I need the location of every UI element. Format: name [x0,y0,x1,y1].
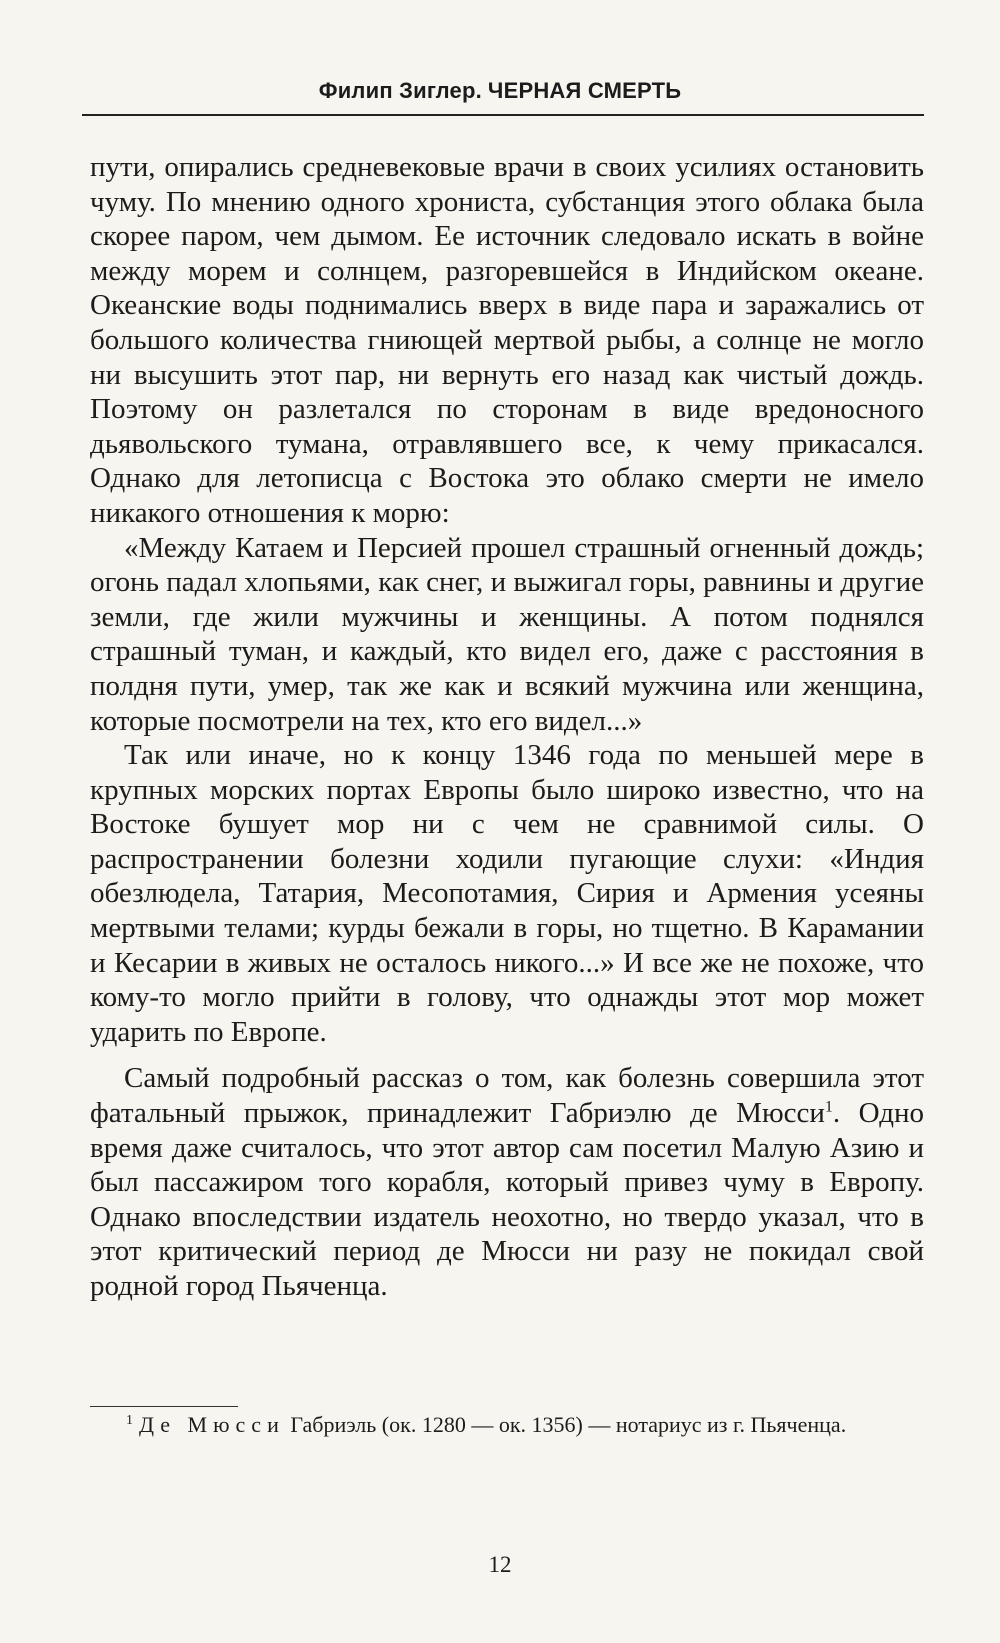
paragraph-4 [90,1061,924,1303]
paragraph-4-end: . Одно время даже считалось, что этот автор сам посетил Малую Азию и был пассажиром того корабля, который привез чуму в Европу. Однако впоследствии издатель неохотно, но твердо указал, что в этот критический период де Мюсси ни разу не покидал свой родной город Пьяченца. [90,1097,924,1302]
footnote [90,1410,914,1440]
paragraph-3: Так или иначе, но к концу 1346 года по меньшей мере в крупных морских портах Европы было широко известно, что на Востоке бушует мор ни с чем не сравнимой силы. О распространении болезни ходили пугающие слухи: «Индия обезлюдела, Татария, Месопотамия, Сирия и Армения усеяны мертвыми телами; курды бежали в горы, но тщетно. В Карамании и Кесарии в живых не осталось никого...» И все же не похоже, что кому-то могло прийти в голову, что однажды этот мор может ударить по Европе. [90,739,924,1048]
paragraph-1: пути, опирались средневековые врачи в своих усилиях остановить чуму. По мнению одного хрониста, субстанция этого облака была скорее паром, чем дымом. Ее источник следовало искать в войне между морем и солнцем, разгоревшейся в Индийском океане. Океанские воды поднимались вверх в виде пара и заражались от большого количества гниющей мертвой рыбы, а солнце не могло ни высушить этот пар, ни вернуть его назад как чистый дождь. Поэтому он разлетался по сторонам в виде вредоносного дьявольского тумана, отравлявшего все, к чему прикасался. Однако для летописца с Востока это облако смерти не имело никакого отношения к морю: [90,151,924,529]
header-author: Филип Зиглер. [318,78,482,103]
footnote-marker: 1 [126,1412,133,1428]
body-text [90,150,924,1304]
header-title: ЧЕРНАЯ СМЕРТЬ [487,78,682,103]
footnote-name: Де Мюсси [139,1412,285,1437]
footnote-rule [90,1406,238,1407]
footnote-text: Габриэль (ок. 1280 — ок. 1356) — нотариус из г. Пьяченца. [284,1412,847,1437]
paragraph-4-start: Самый подробный рассказ о том, как болезнь совершила этот фатальный прыжок, принадлежит Габриэлю де Мюсси [90,1062,924,1130]
page-number: 12 [488,1552,512,1577]
header-rule [82,114,924,116]
quote-paragraph: «Между Катаем и Персией прошел страшный огненный дождь; огонь падал хлопьями, как снег, и выжигал горы, равнины и другие земли, где жили мужчины и женщины. А потом поднялся страшный туман, и каждый, кто видел его, даже с расстояния в полдня пути, умер, так же как и всякий мужчина или женщина, которые посмотрели на тех, кто его видел...» [90,531,924,737]
running-header [0,78,1000,104]
footnote-reference[interactable]: 1 [824,1098,833,1116]
